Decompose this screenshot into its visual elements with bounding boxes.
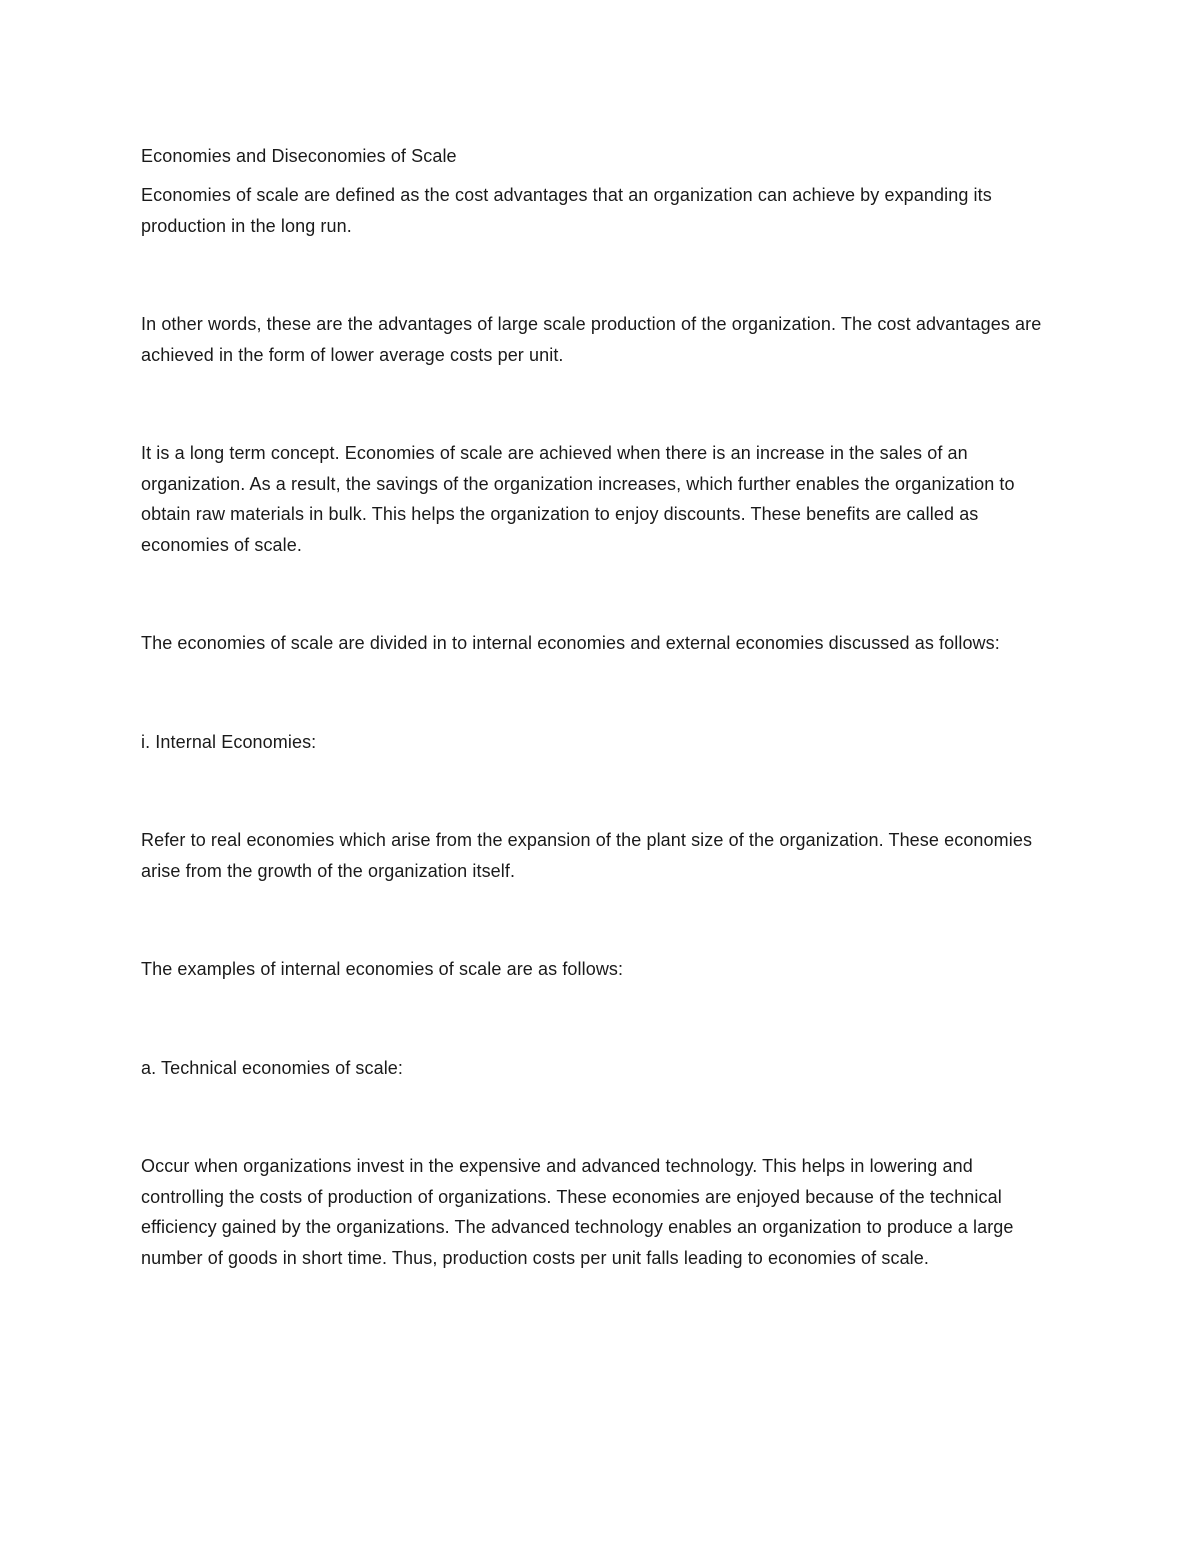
- paragraph-other-words: In other words, these are the advantages of large scale production of the organization. The cost advantages are achieved in the form of lower average costs per unit.: [141, 314, 1042, 365]
- heading-technical-economies: a. Technical economies of scale:: [141, 1057, 404, 1078]
- paragraph-divided: The economies of scale are divided in to internal economies and external economies discussed as follows:: [141, 633, 1000, 653]
- paragraph-long-term: It is a long term concept. Economies of scale are achieved when there is an increase in the sales of an organization. As a result, the savings of the organization increases, which further enables the organization to obtain raw materials in bulk. This helps the organization to enjoy discounts. These benefits are called as economies of scale.: [141, 443, 1015, 555]
- document-title: Economies and Diseconomies of Scale: [141, 146, 457, 166]
- document-body: [141, 141, 1061, 1273]
- heading-internal-economies: i. Internal Economies:: [141, 731, 317, 752]
- paragraph-technical-definition: Occur when organizations invest in the expensive and advanced technology. This helps in lowering and controlling the costs of production of organizations. These economies are enjoyed because of the technical efficiency gained by the organizations. The advanced technology enables an organization to produce a large number of goods in short time. Thus, production costs per unit falls leading to economies of scale.: [141, 1156, 1014, 1268]
- paragraph-definition: Economies of scale are defined as the cost advantages that an organization can achieve by expanding its production in the long run.: [141, 185, 992, 236]
- paragraph-examples-intro: The examples of internal economies of scale are as follows:: [141, 959, 624, 979]
- paragraph-internal-definition: Refer to real economies which arise from the expansion of the plant size of the organization. These economies arise from the growth of the organization itself.: [141, 830, 1033, 881]
